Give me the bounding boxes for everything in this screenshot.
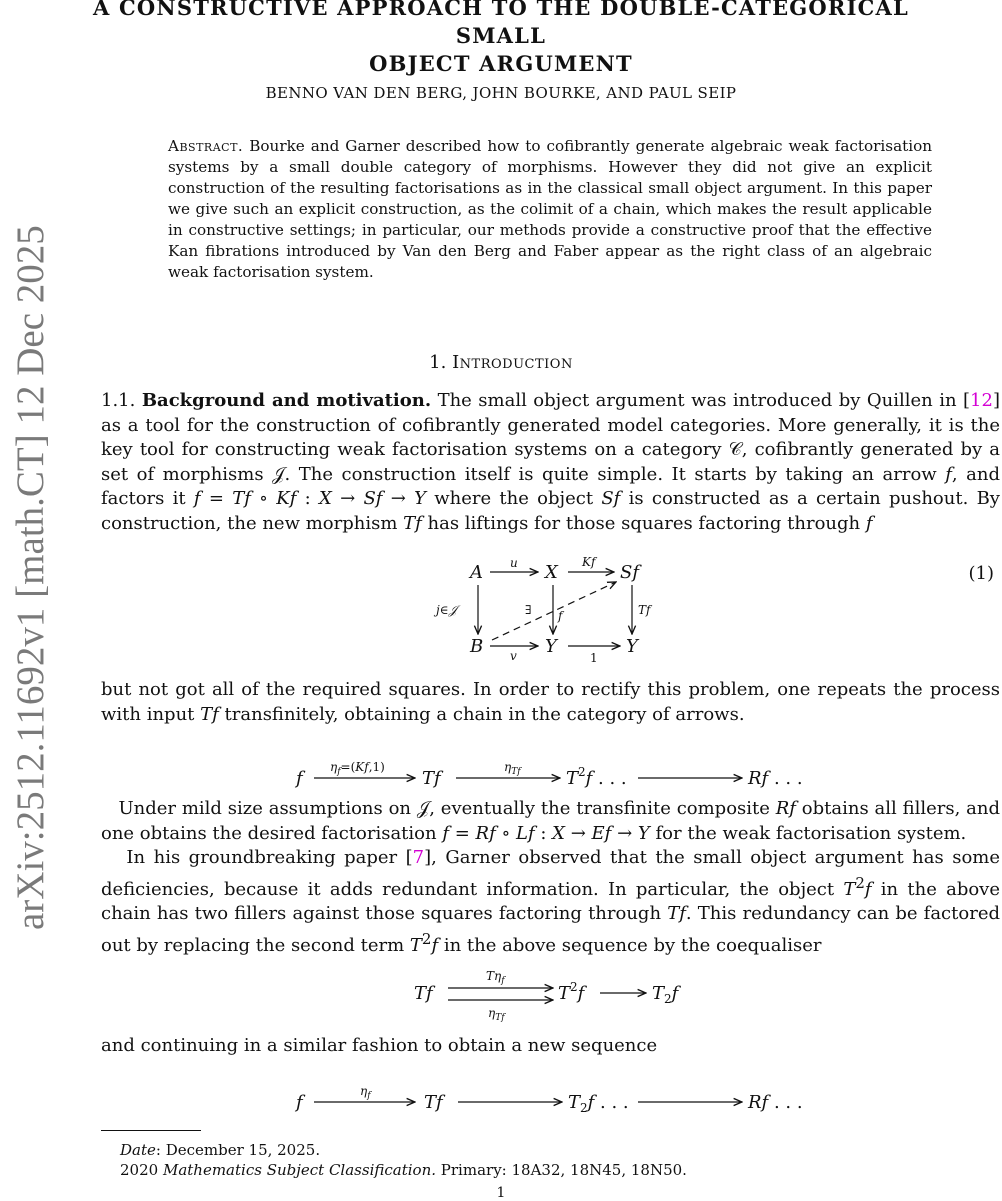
node-B: B xyxy=(470,636,484,657)
coequaliser-diagram xyxy=(408,955,698,1025)
footnote-msc xyxy=(120,1161,687,1179)
node-A: A xyxy=(470,562,483,583)
svg-text:Rf . . .: Rf . . . xyxy=(748,768,803,789)
svg-text:Tηf: $T\eta_f$ xyxy=(486,969,505,986)
footnote-msc-label: Mathematics Subject Classification. xyxy=(162,1161,437,1179)
node-Sf: Sf xyxy=(620,562,639,583)
svg-text:T2f . . .: $T_2f$ . . . xyxy=(568,1092,629,1115)
svg-text:f: f xyxy=(296,1092,303,1113)
abstract-text: Bourke and Garner described how to cofibrantly generate algebraic weak factorisation systems by a small double category of morphisms. However they did not give an explicit construction of the resulting factorisations as in the classical small object argument. In this paper we give such an explicit construction, as the colimit of a chain, which makes the result applicable in constructive settings; in particular, our methods provide a constructive proof that the effective Kan fibrations introduced by Van den Berg and Faber appear as the right class of an algebraic weak factorisation system. xyxy=(168,137,933,281)
footnote-rule xyxy=(101,1130,201,1131)
svg-text:ηf=(Kf,1): $\eta_f=(Kf,1)$ xyxy=(330,760,385,777)
svg-text:Tf: Tf xyxy=(422,768,441,789)
svg-text:ηTf: $\eta_{Tf}$ xyxy=(504,760,521,777)
citation-7[interactable]: 7 xyxy=(412,847,425,868)
svg-text:T2f: $T_2f$ xyxy=(652,983,679,1006)
svg-text:T2f: $T^2f$ xyxy=(558,980,585,1004)
label-1: 1 xyxy=(590,651,598,665)
citation-12[interactable]: 12 xyxy=(970,390,993,411)
label-Kf: Kf xyxy=(582,555,596,569)
svg-text:Rf . . .: Rf . . . xyxy=(748,1092,803,1113)
paragraph-background: 1.1. Background and motivation. The small object argument was introduced by Quillen in [12] as a tool for the construction of cofibrantly generated model categories. More generally, it is the key tool for constructing weak factorisation systems on a category 𝒞, cofibrantly generated by a set of morphisms 𝒥. The construction itself is quite simple. It starts by taking an arrow f, and factors it f = Tf ∘ Kf : X → Sf → Y where the object Sf is constructed as a certain pushout. By construction, the new morphism Tf has liftings for those squares factoring through f xyxy=(101,390,1000,534)
page-number: 1 xyxy=(496,1185,506,1201)
subsection-title: Background and motivation. xyxy=(141,390,432,411)
label-Tf: Tf xyxy=(638,603,651,617)
node-Y2: Y xyxy=(626,636,638,657)
arxiv-identifier: arXiv:2512.11692v1 [math.CT] 12 Dec 2025 xyxy=(9,225,52,930)
title-line-2: OBJECT ARGUMENT xyxy=(369,51,633,76)
svg-text:ηf: $\eta_f$ xyxy=(360,1084,371,1101)
label-u: u xyxy=(510,556,518,570)
chain-diagram-1 xyxy=(290,752,820,792)
svg-text:T2f . . .: $T^2f$ . . . xyxy=(566,765,627,789)
paper-title xyxy=(90,0,912,78)
label-j: j∈𝒥 xyxy=(436,603,457,617)
node-Y: Y xyxy=(545,636,557,657)
svg-text:Tf: Tf xyxy=(414,983,433,1004)
label-exists: ∃ xyxy=(525,603,532,617)
label-v: v xyxy=(510,649,517,663)
section-heading xyxy=(0,352,1002,373)
section-title: Introduction xyxy=(452,352,573,373)
section-number: 1. xyxy=(429,352,447,373)
abstract-label: Abstract. xyxy=(168,137,244,155)
svg-text:ηTf: $\eta_{Tf}$ xyxy=(488,1006,505,1023)
footnote-date-value: : December 15, 2025. xyxy=(155,1141,321,1159)
node-X: X xyxy=(545,562,558,583)
paragraph-mild-size: Under mild size assumptions on 𝒥, eventually the transfinite composite Rf obtains all fillers, and one obtains the desired factorisation f = Rf ∘ Lf : X → Ef → Y for the weak factorisation system. xyxy=(101,798,1000,844)
footnote-date xyxy=(120,1141,320,1159)
footnote-msc-value: Primary: 18A32, 18N45, 18N50. xyxy=(440,1161,687,1179)
title-line-1: A CONSTRUCTIVE APPROACH TO THE DOUBLE-CATEGORICAL SMALL xyxy=(93,0,909,48)
subsection-number: 1.1. xyxy=(101,390,136,411)
paragraph-rectify: but not got all of the required squares. In order to rectify this problem, one repeats the process with input Tf transfinitely, obtaining a chain in the category of arrows. xyxy=(101,679,1000,725)
label-f: f xyxy=(558,609,563,623)
footnote-msc-year: 2020 xyxy=(120,1161,159,1179)
chain-diagram-2 xyxy=(290,1076,820,1116)
footnote-date-label: Date xyxy=(120,1141,156,1159)
svg-text:Tf: Tf xyxy=(424,1092,443,1113)
equation-number: (1) xyxy=(968,563,994,584)
abstract xyxy=(168,136,932,283)
author-list: BENNO VAN DEN BERG, JOHN BOURKE, AND PAUL SEIP xyxy=(265,84,737,102)
lifting-square-diagram xyxy=(420,550,660,665)
paragraph-continuing: and continuing in a similar fashion to obtain a new sequence xyxy=(101,1035,658,1056)
arrow-lift-dashed xyxy=(492,582,616,640)
svg-text:f: f xyxy=(296,768,303,789)
paragraph-garner: In his groundbreaking paper [7], Garner observed that the small object argument has some deficiencies, because it adds redundant information. In particular, the object $T^2f$ in the above chain has two fillers against those squares factoring through Tf. This redundancy can be factored out by replacing the second term $T^2f$ in the above sequence by the coequaliser xyxy=(101,847,1000,956)
